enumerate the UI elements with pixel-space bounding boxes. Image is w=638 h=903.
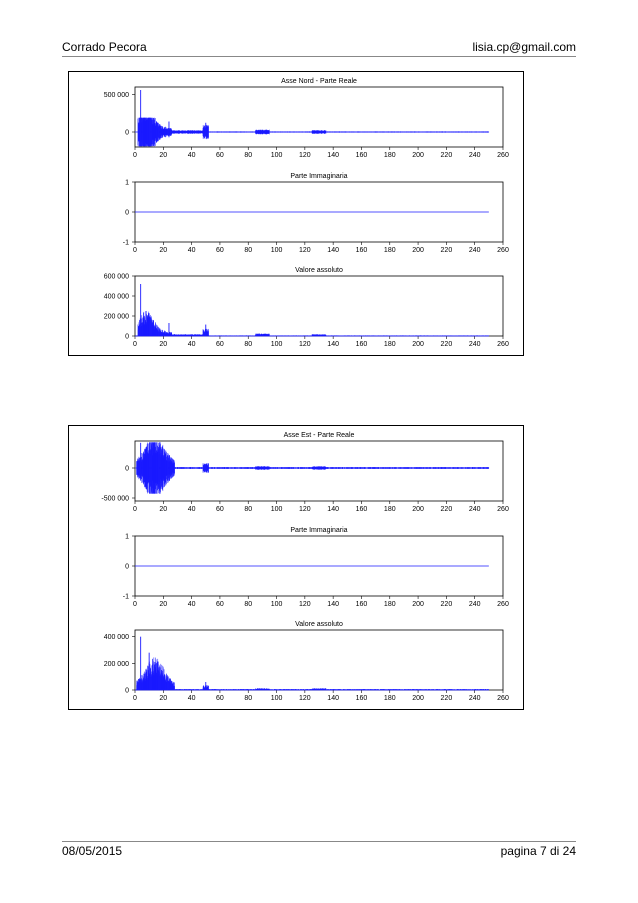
x-tick-label: 160 xyxy=(355,506,368,513)
x-tick-label: 20 xyxy=(159,506,168,513)
x-tick-label: 60 xyxy=(216,247,224,254)
panel-title: Parte Immaginaria xyxy=(290,527,348,534)
series-signal xyxy=(138,118,489,147)
x-tick-label: 180 xyxy=(383,247,396,254)
x-tick-label: 60 xyxy=(216,506,224,513)
y-tick-label: 0 xyxy=(125,333,129,341)
y-tick-label: 400 000 xyxy=(103,293,129,301)
x-tick-label: 0 xyxy=(133,601,137,608)
x-tick-label: 140 xyxy=(327,506,339,513)
y-tick-label: 200 000 xyxy=(103,660,129,668)
x-tick-label: 140 xyxy=(327,247,339,254)
x-tick-label: 140 xyxy=(327,341,339,348)
plot-frame xyxy=(135,87,503,147)
x-tick-label: 180 xyxy=(383,341,396,348)
x-tick-label: 240 xyxy=(468,152,481,159)
x-tick-label: 240 xyxy=(468,695,481,702)
x-tick-label: 200 xyxy=(412,601,424,608)
x-tick-label: 240 xyxy=(468,341,481,348)
panel-title: Asse Nord - Parte Reale xyxy=(281,78,357,85)
plot-frame xyxy=(135,276,503,336)
x-tick-label: 100 xyxy=(270,152,283,159)
x-tick-label: 160 xyxy=(355,601,368,608)
x-tick-label: 80 xyxy=(244,506,253,513)
x-tick-label: 220 xyxy=(440,695,453,702)
x-tick-label: 120 xyxy=(299,247,311,254)
footer-divider xyxy=(62,841,576,842)
x-tick-label: 0 xyxy=(133,506,137,513)
header-author: Corrado Pecora xyxy=(62,40,147,54)
x-tick-label: 240 xyxy=(468,601,481,608)
x-tick-label: 100 xyxy=(270,601,283,608)
x-tick-label: 40 xyxy=(187,247,196,254)
chart-svg xyxy=(69,72,523,355)
chart-panel xyxy=(123,527,509,608)
y-tick-label: 0 xyxy=(125,563,129,571)
x-tick-label: 40 xyxy=(187,506,196,513)
x-tick-label: 60 xyxy=(216,152,224,159)
x-tick-label: 200 xyxy=(412,341,424,348)
header-email: lisia.cp@gmail.com xyxy=(472,40,576,54)
x-tick-label: 240 xyxy=(468,247,481,254)
x-tick-label: 140 xyxy=(327,695,339,702)
header-divider xyxy=(62,56,576,57)
x-tick-label: 200 xyxy=(412,152,424,159)
x-tick-label: 20 xyxy=(159,341,168,348)
x-tick-label: 0 xyxy=(133,341,137,348)
x-tick-label: 20 xyxy=(159,152,168,159)
footer-page-number: pagina 7 di 24 xyxy=(500,844,576,858)
x-tick-label: 80 xyxy=(244,152,253,159)
chart-panel xyxy=(104,267,509,348)
x-tick-label: 180 xyxy=(383,152,396,159)
y-tick-label: 0 xyxy=(125,129,129,137)
x-tick-label: 80 xyxy=(244,695,253,702)
x-tick-label: 20 xyxy=(159,695,168,702)
x-tick-label: 220 xyxy=(440,341,453,348)
y-tick-label: 400 000 xyxy=(103,634,129,642)
x-tick-label: 60 xyxy=(216,695,224,702)
x-tick-label: 40 xyxy=(187,152,196,159)
y-tick-label: 600 000 xyxy=(103,273,129,281)
panel-title: Valore assoluto xyxy=(295,621,343,628)
x-tick-label: 80 xyxy=(244,601,253,608)
x-tick-label: 0 xyxy=(133,695,137,702)
series-signal xyxy=(137,442,489,493)
panel-title: Parte Immaginaria xyxy=(290,173,348,180)
x-tick-label: 40 xyxy=(187,341,196,348)
x-tick-label: 140 xyxy=(327,601,339,608)
footer-date: 08/05/2015 xyxy=(62,844,123,858)
x-tick-label: 180 xyxy=(383,601,396,608)
x-tick-label: 120 xyxy=(299,341,311,348)
x-tick-label: 60 xyxy=(216,341,224,348)
y-tick-label: 500 000 xyxy=(103,92,129,99)
x-tick-label: 180 xyxy=(383,506,396,513)
x-tick-label: 260 xyxy=(497,601,509,608)
panel-title: Asse Est - Parte Reale xyxy=(283,432,355,439)
plot-frame xyxy=(135,441,503,501)
x-tick-label: 120 xyxy=(299,695,311,702)
x-tick-label: 160 xyxy=(355,247,368,254)
figure-asse-nord xyxy=(68,71,524,356)
x-tick-label: 120 xyxy=(299,152,311,159)
chart-panel xyxy=(101,432,509,513)
y-tick-label: 0 xyxy=(125,465,129,473)
series-signal xyxy=(137,657,489,690)
x-tick-label: 220 xyxy=(440,247,453,254)
x-tick-label: 240 xyxy=(468,506,481,513)
chart-panel xyxy=(104,621,509,702)
x-tick-label: 140 xyxy=(327,152,339,159)
x-tick-label: 80 xyxy=(244,341,253,348)
y-tick-label: 200 000 xyxy=(103,313,129,321)
x-tick-label: 60 xyxy=(216,601,224,608)
x-tick-label: 180 xyxy=(383,695,396,702)
x-tick-label: 260 xyxy=(497,695,509,702)
y-tick-label: 0 xyxy=(125,209,129,217)
x-tick-label: 260 xyxy=(497,506,509,513)
chart-svg xyxy=(69,426,523,709)
plot-frame xyxy=(135,630,503,690)
x-tick-label: 260 xyxy=(497,341,509,348)
x-tick-label: 40 xyxy=(187,601,196,608)
y-tick-label: 1 xyxy=(125,179,129,187)
series-signal xyxy=(138,311,489,336)
x-tick-label: 0 xyxy=(133,247,137,254)
figure-asse-est xyxy=(68,425,524,710)
chart-panel xyxy=(123,173,509,254)
chart-panel xyxy=(104,78,509,159)
x-tick-label: 100 xyxy=(270,247,283,254)
y-tick-label: -500 000 xyxy=(101,495,129,503)
x-tick-label: 0 xyxy=(133,152,137,159)
x-tick-label: 220 xyxy=(440,506,453,513)
x-tick-label: 220 xyxy=(440,152,453,159)
x-tick-label: 160 xyxy=(355,695,368,702)
x-tick-label: 120 xyxy=(299,601,311,608)
x-tick-label: 20 xyxy=(159,601,168,608)
x-tick-label: 100 xyxy=(270,341,283,348)
y-tick-label: 1 xyxy=(125,533,129,541)
panel-title: Valore assoluto xyxy=(295,267,343,274)
x-tick-label: 80 xyxy=(244,247,253,254)
x-tick-label: 260 xyxy=(497,247,509,254)
y-tick-label: -1 xyxy=(122,593,129,601)
x-tick-label: 160 xyxy=(355,341,368,348)
x-tick-label: 120 xyxy=(299,506,311,513)
x-tick-label: 40 xyxy=(187,695,196,702)
x-tick-label: 200 xyxy=(412,695,424,702)
x-tick-label: 100 xyxy=(270,695,283,702)
y-tick-label: 0 xyxy=(125,687,129,695)
y-tick-label: -1 xyxy=(122,239,129,247)
x-tick-label: 100 xyxy=(270,506,283,513)
x-tick-label: 20 xyxy=(159,247,168,254)
x-tick-label: 220 xyxy=(440,601,453,608)
x-tick-label: 160 xyxy=(355,152,368,159)
x-tick-label: 200 xyxy=(412,247,424,254)
x-tick-label: 200 xyxy=(412,506,424,513)
x-tick-label: 260 xyxy=(497,152,509,159)
